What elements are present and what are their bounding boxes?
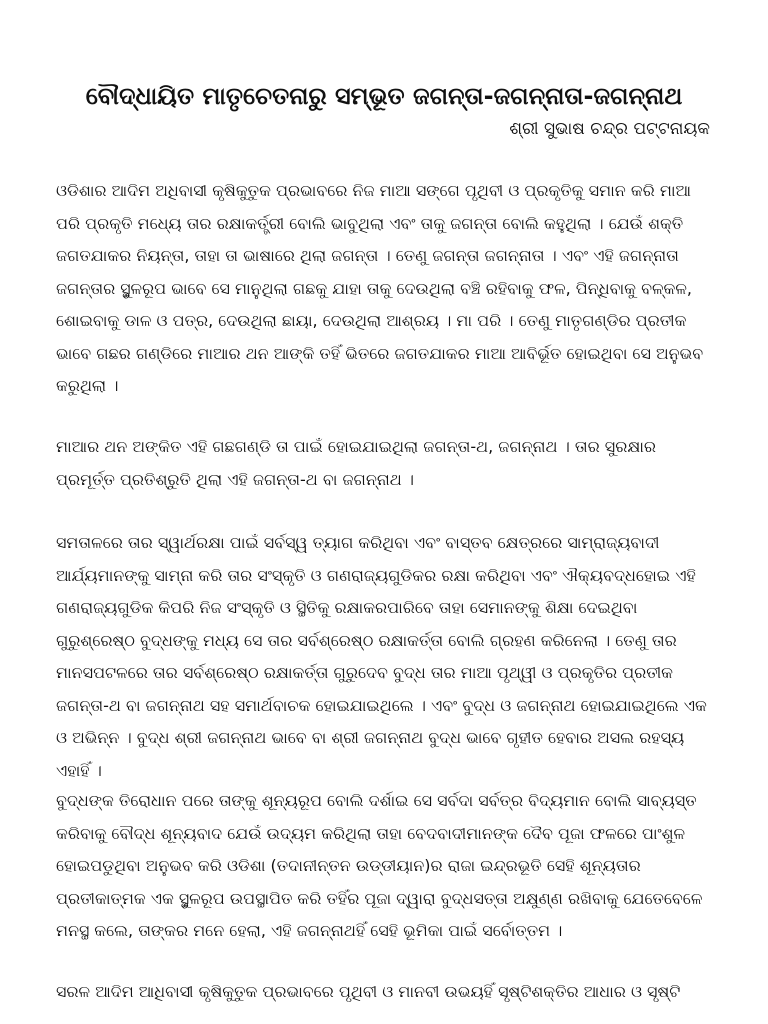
document-author: ଶ୍ରୀ ସୁଭାଷ ଚନ୍ଦ୍ର ପଟ୍ଟନାୟକ — [509, 119, 710, 139]
paragraph-3: ସମତାଳରେ ତାର ସ୍ୱାର୍ଥରକ୍ଷା ପାଇଁ ସର୍ବସ୍ୱ ତ୍ୟାଗ କରିଥିବା ଏବଂ ବାସ୍ତବ କ୍ଷେତ୍ରରେ ସାମ୍ରାଜ୍ୟବାଦୀ ଆର୍ଯ୍ୟମାନଙ୍କୁ ସାମ୍ନା କରି ତାର ସଂସ୍କୃତି ଓ ଗଣରାଜ୍ୟଗୁଡିକର ରକ୍ଷା କରିଥିବା ଏବଂ ଐକ୍ୟବଦ୍ଧହୋଇ ଏହି ଗଣରାଜ୍ୟଗୁଡିକ କିପରି ନିଜ ସଂସ୍କୃତି ଓ ସ୍ଥିତିକୁ ରକ୍ଷାକରପାରିବେ ତାହା ସେମାନଙ୍କୁ ଶିକ୍ଷା ଦେଇଥିବା ଗୁରୁଶ୍ରେଷ୍ଠ ବୁଦ୍ଧଙ୍କୁ ମଧ୍ୟ ସେ ତାର ସର୍ବଶ୍ରେଷ୍ଠ ରକ୍ଷାକର୍ତ୍ତା ବୋଲି ଗ୍ରହଣ କରିନେଲା । ତେଣୁ ତାର ମାନସପଟଳରେ ତାର ସର୍ବଶ୍ରେଷ୍ଠ ରକ୍ଷାକର୍ତ୍ତା ଗୁରୁଦେବ ବୁଦ୍ଧ ତାର ମାଆ ପୃଥ୍ୱୀ ଓ ପ୍ରକୃତିର ପ୍ରତୀକ ଜଗନ୍ତା-ଥ ବା ଜଗନ୍ନାଥ ସହ ସମାର୍ଥବାଚକ ହୋଇଯାଇଥିଲେ । ଏବଂ ବୁଦ୍ଧ ଓ ଜଗନ୍ନାଥ ହୋଇଯାଇଥିଲେ ଏକ ଓ ଅଭିନ୍ନ । ବୁଦ୍ଧ ଶ୍ରୀ ଜଗନ୍ନାଥ ଭାବେ ବା ଶ୍ରୀ ଜଗନ୍ନାଥ ବୁଦ୍ଧ ଭାବେ ଗୃହୀତ ହେବାର ଅସଲ ରହସ୍ୟ ଏହାହିଁ । — [56, 533, 707, 780]
paragraph-5: ସରଳ ଆଦିମ ଆଧିବାସୀ କୃଷିକୁତୁକ ପ୍ରଭାବରେ ପୃଥିବୀ ଓ ମାନବୀ ଉଭୟହିଁ ସୃଷ୍ଟିଶକ୍ତିର ଆଧାର ଓ ସୃଷ୍ଟି — [56, 982, 681, 1001]
paragraph-2: ମାଆର ଥନ ଅଙ୍କିତ ଏହି ଗଛଗଣ୍ଡି ତା ପାଇଁ ହୋଇଯାଇଥିଲା ଜଗନ୍ତା-ଥ, ଜଗନ୍ନାଥ । ତାର ସୁରକ୍ଷାର ପ୍ରମୂର୍ତ୍ତ ପ୍ରତିଶ୍ରୁତି ଥିଲା ଏହି ଜଗନ୍ତା-ଥ ବା ଜଗନ୍ନାଥ । — [56, 437, 657, 489]
paragraph-1: ଓଡିଶାର ଆଦିମ ଅଧିବାସୀ କୃଷିକୁତୁକ ପ୍ରଭାବରେ ନିଜ ମାଆ ସଙ୍ଗେ ପୃଥିବୀ ଓ ପ୍ରକୃତିକୁ ସମାନ କରି ମାଆ ପରି ପ୍ରକୃତି ମଧ୍ୟେ ତାର ରକ୍ଷାକର୍ତ୍ତ୍ରୀ ବୋଲି ଭାବୁଥିଲା ଏବଂ ତାକୁ ଜଗନ୍ତା ବୋଲି କହୁଥିଲା । ଯେଉଁ ଶକ୍ତି ଜଗତଯାକର ନିୟନ୍ତା, ତାହା ତା ଭାଷାରେ ଥିଲା ଜଗନ୍ତା । ତେଣୁ ଜଗନ୍ତା ଜଗନ୍ନାତା । ଏବଂ ଏହି ଜଗନ୍ନାତା ଜଗନ୍ତାର ସ୍ଥୁଳରୂପ ଭାବେ ସେ ମାନୁଥିଲା ଗଛକୁ ଯାହା ତାକୁ ଦେଉଥିଲା ବଞ୍ଚି ରହିବାକୁ ଫଳ, ପିନ୍ଧିବାକୁ ବଳ୍କଳ, ଶୋଇବାକୁ ଡାଳ ଓ ପତ୍ର, ଦେଉଥିଲା ଛାୟା, ଦେଉଥିଲା ଆଶ୍ରୟ । ମା ପରି । ତେଣୁ ମାତୃଗଣ୍ଡିର ପ୍ରତୀକ ଭାବେ ଗଛର ଗଣ୍ଡିରେ ମାଆର ଥନ ଆଙ୍କି ତହିଁ ଭିତରେ ଜଗତଯାକର ମାଆ ଆବିର୍ଭୂତ ହୋଇଥିବା ସେ ଅନୁଭବ କରୁଥିଲା । — [56, 181, 704, 395]
document-title: ବୌଦ୍ଧାୟିତ ମାତୃଚେତନାରୁ ସମ୍ଭୂତ ଜଗନ୍ତା-ଜଗନ୍ନାତା-ଜଗନ୍ନାଥ — [85, 82, 683, 110]
paragraph-4: ବୁଦ୍ଧଙ୍କ ତିରୋଧାନ ପରେ ତାଙ୍କୁ ଶୂନ୍ୟରୂପ ବୋଲି ଦର୍ଶାଇ ସେ ସର୍ବଦା ସର୍ବତ୍ର ବିଦ୍ୟମାନ ବୋଲି ସାବ୍ୟସ୍ତ କରିବାକୁ ବୌଦ୍ଧ ଶୂନ୍ୟବାଦ ଯେଉଁ ଉଦ୍ୟମ କରିଥିଲା ତାହା ବେଦବାଦୀମାନଙ୍କ ଦୈବ ପୂଜା ଫଳରେ ପାଂଶୁଳ ହୋଇପଡୁଥିବା ଅନୁଭବ କରି ଓଡିଶା (ତଦାନୀନ୍ତନ ଉଡ୍ଡୀୟାନ)ର ରାଜା ଇନ୍ଦ୍ରଭୂତି ସେହି ଶୂନ୍ୟତାର ପ୍ରତୀକାତ୍ମକ ଏକ ସ୍ଥୁଳରୂପ ଉପସ୍ଥାପିତ କରି ତହିଁର ପୂଜା ଦ୍ୱାରା ବୁଦ୍ଧସତ୍ତା ଅକ୍ଷୁଣ୍ଣ ରଖିବାକୁ ଯେତେବେଳେ ମନସ୍ଥ କଲେ, ତାଙ୍କର ମନେ ହେଲା, ଏହି ଜଗନ୍ନାଥହିଁ ସେହି ଭୂମିକା ପାଇଁ ସର୍ବୋତ୍ତମ । — [56, 791, 703, 940]
